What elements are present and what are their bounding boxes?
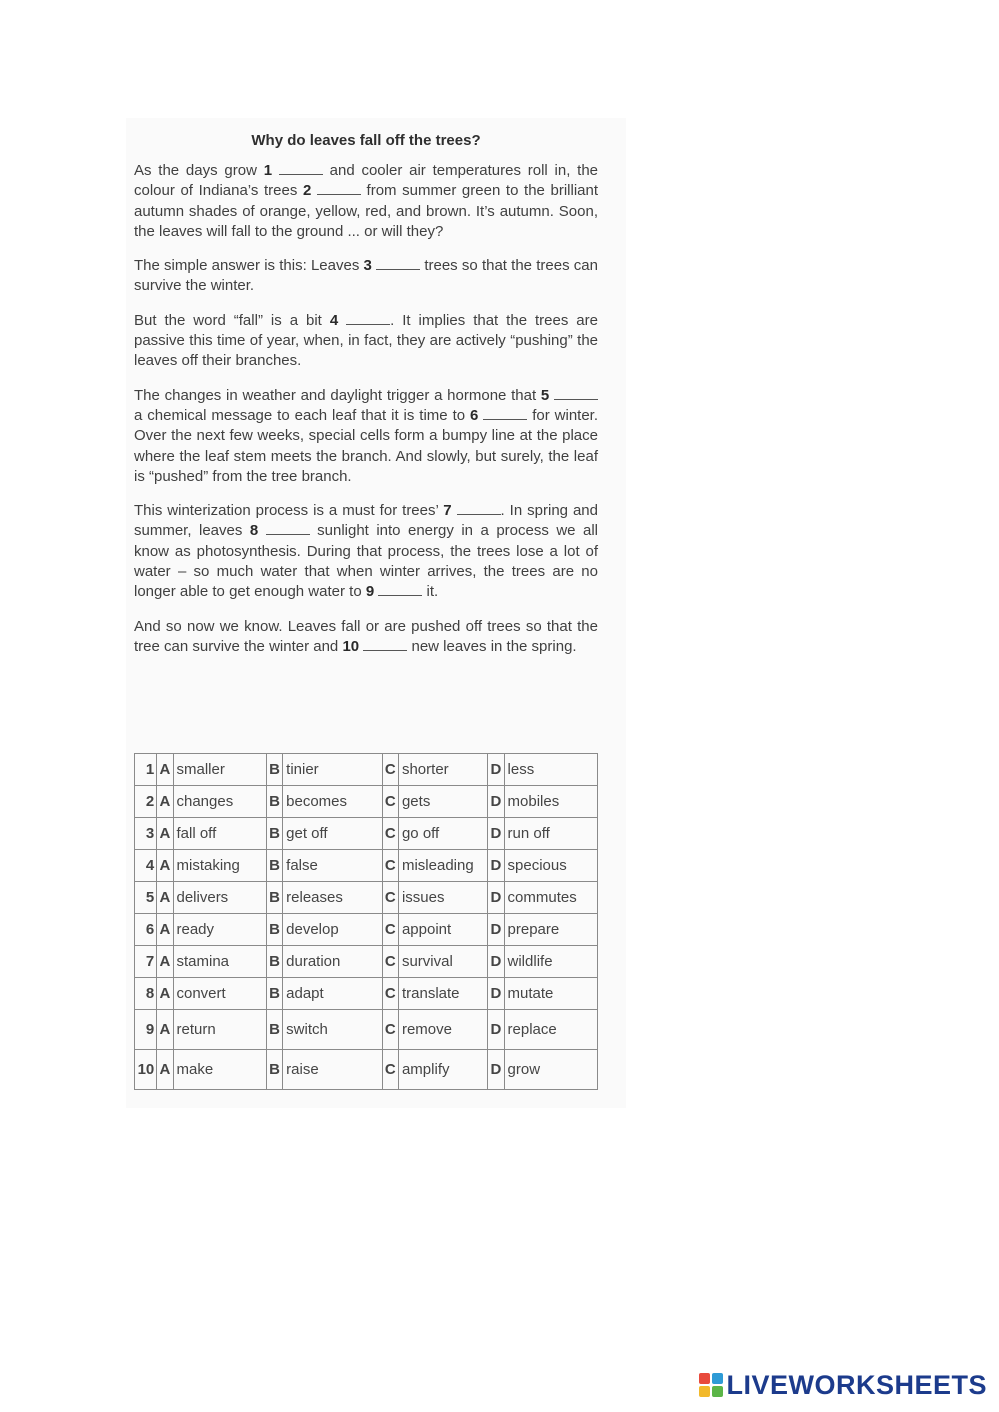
option-c[interactable]: remove <box>398 1010 487 1050</box>
gap-blank[interactable] <box>363 638 407 651</box>
option-d[interactable]: prepare <box>504 914 597 946</box>
option-letter-b: B <box>266 754 282 786</box>
option-letter-b: B <box>266 818 282 850</box>
passage-text: . It implies that the trees are passive this time of year, when, in fact, they are actively “pushing” the leaves off their branches. <box>134 311 598 370</box>
option-a[interactable]: fall off <box>173 818 266 850</box>
option-letter-c: C <box>382 882 398 914</box>
option-c[interactable]: misleading <box>398 850 487 882</box>
option-d[interactable]: wildlife <box>504 946 597 978</box>
option-letter-d: D <box>488 1050 504 1090</box>
option-row <box>135 1010 598 1050</box>
option-row <box>135 978 598 1010</box>
option-c[interactable]: go off <box>398 818 487 850</box>
passage-text: . In spring and summer, leaves <box>134 502 598 540</box>
gap-blank[interactable] <box>483 407 527 420</box>
option-b[interactable]: adapt <box>283 978 383 1010</box>
option-letter-d: D <box>488 1010 504 1050</box>
option-letter-a: A <box>157 978 173 1010</box>
option-b[interactable]: duration <box>283 946 383 978</box>
option-letter-a: A <box>157 818 173 850</box>
option-d[interactable]: less <box>504 754 597 786</box>
option-a[interactable]: stamina <box>173 946 266 978</box>
option-letter-a: A <box>157 754 173 786</box>
option-letter-a: A <box>157 1050 173 1090</box>
option-b[interactable]: becomes <box>283 786 383 818</box>
option-c[interactable]: translate <box>398 978 487 1010</box>
option-row <box>135 914 598 946</box>
option-letter-c: C <box>382 946 398 978</box>
liveworksheets-logo-icon <box>699 1373 723 1397</box>
option-b[interactable]: tinier <box>283 754 383 786</box>
option-d[interactable]: commutes <box>504 882 597 914</box>
option-row <box>135 754 598 786</box>
passage-text: And so now we know. Leaves fall or are pushed off trees so that the tree can survive the winter and <box>134 617 598 655</box>
option-d[interactable]: specious <box>504 850 597 882</box>
option-a[interactable]: make <box>173 1050 266 1090</box>
option-letter-c: C <box>382 1010 398 1050</box>
option-a[interactable]: delivers <box>173 882 266 914</box>
passage-text: The simple answer is this: Leaves <box>134 257 364 275</box>
gap-number: 9 <box>365 583 375 601</box>
option-letter-b: B <box>266 1050 282 1090</box>
gap-blank[interactable] <box>266 522 310 535</box>
passage-paragraph <box>134 256 598 297</box>
option-b[interactable]: releases <box>283 882 383 914</box>
option-a[interactable]: changes <box>173 786 266 818</box>
option-a[interactable]: mistaking <box>173 850 266 882</box>
option-letter-b: B <box>266 946 282 978</box>
question-number: 4 <box>135 850 157 882</box>
passage-text: As the days grow <box>134 162 264 179</box>
brand-name: LIVEWORKSHEETS <box>726 1369 987 1400</box>
option-d[interactable]: grow <box>504 1050 597 1090</box>
question-number: 10 <box>135 1050 157 1090</box>
option-letter-c: C <box>382 754 398 786</box>
option-row <box>135 1050 598 1090</box>
question-number: 8 <box>135 978 157 1010</box>
gap-number: 8 <box>249 522 259 540</box>
gap-number: 3 <box>363 257 372 275</box>
option-row <box>135 882 598 914</box>
gap-number: 7 <box>443 502 452 520</box>
gap-number: 4 <box>329 311 339 329</box>
option-letter-a: A <box>157 1010 173 1050</box>
question-number: 9 <box>135 1010 157 1050</box>
option-letter-d: D <box>488 882 504 914</box>
passage-text: trees so that the trees can survive the winter. <box>134 257 598 295</box>
option-c[interactable]: appoint <box>398 914 487 946</box>
question-number: 7 <box>135 946 157 978</box>
passage-paragraphs <box>134 161 598 657</box>
option-row <box>135 946 598 978</box>
gap-number: 2 <box>302 182 312 200</box>
gap-blank[interactable] <box>376 257 420 270</box>
passage-text: it. <box>422 583 439 601</box>
option-c[interactable]: amplify <box>398 1050 487 1090</box>
answer-options-table <box>134 753 598 1090</box>
option-a[interactable]: ready <box>173 914 266 946</box>
gap-blank[interactable] <box>346 312 390 325</box>
gap-blank[interactable] <box>457 502 501 515</box>
option-d[interactable]: mobiles <box>504 786 597 818</box>
option-b[interactable]: false <box>283 850 383 882</box>
option-letter-d: D <box>488 818 504 850</box>
gap-number: 6 <box>470 406 479 424</box>
passage-text: and cooler air temperatures roll in, the colour of Indiana’s trees <box>134 162 599 200</box>
passage-text: But the word “fall” is a bit <box>134 311 330 329</box>
worksheet-title: Why do leaves fall off the trees? <box>251 132 481 149</box>
option-c[interactable]: issues <box>398 882 487 914</box>
option-c[interactable]: survival <box>398 946 487 978</box>
gap-blank[interactable] <box>554 387 598 400</box>
option-letter-a: A <box>157 882 173 914</box>
option-d[interactable]: mutate <box>504 978 597 1010</box>
option-letter-b: B <box>266 850 282 882</box>
option-d[interactable]: replace <box>504 1010 597 1050</box>
question-number: 6 <box>135 914 157 946</box>
option-b[interactable]: get off <box>283 818 383 850</box>
passage-paragraph <box>134 161 598 242</box>
passage-text: new leaves in the spring. <box>407 637 577 655</box>
gap-blank[interactable] <box>279 162 323 175</box>
option-d[interactable]: run off <box>504 818 597 850</box>
option-letter-d: D <box>488 946 504 978</box>
option-letter-d: D <box>488 978 504 1010</box>
liveworksheets-brand <box>699 1369 987 1400</box>
option-row <box>135 850 598 882</box>
option-letter-c: C <box>382 850 398 882</box>
option-letter-a: A <box>157 914 173 946</box>
option-c[interactable]: shorter <box>398 754 487 786</box>
passage-text: This winterization process is a must for trees’ <box>134 502 444 520</box>
question-number: 5 <box>135 882 157 914</box>
passage-paragraph <box>134 617 598 658</box>
option-letter-c: C <box>382 1050 398 1090</box>
option-letter-b: B <box>266 914 282 946</box>
option-letter-a: A <box>157 946 173 978</box>
option-letter-b: B <box>266 786 282 818</box>
passage-paragraph <box>134 311 598 372</box>
option-letter-d: D <box>488 754 504 786</box>
gap-blank[interactable] <box>378 583 422 596</box>
option-a[interactable]: smaller <box>173 754 266 786</box>
question-number: 1 <box>135 754 157 786</box>
option-letter-b: B <box>266 978 282 1010</box>
question-number: 3 <box>135 818 157 850</box>
question-number: 2 <box>135 786 157 818</box>
option-letter-c: C <box>382 818 398 850</box>
option-letter-d: D <box>488 914 504 946</box>
option-letter-d: D <box>488 850 504 882</box>
option-b[interactable]: switch <box>283 1010 383 1050</box>
gap-number: 10 <box>342 637 360 655</box>
passage-paragraph <box>134 386 598 487</box>
option-letter-c: C <box>382 978 398 1010</box>
option-a[interactable]: return <box>173 1010 266 1050</box>
gap-blank[interactable] <box>317 182 361 195</box>
passage-text: from summer green to the brilliant autumn shades of orange, yellow, red, and brown. It’s autumn. Soon, the leaves will fall to the ground ... or will they? <box>134 182 599 240</box>
passage-text: for winter. Over the next few weeks, special cells form a bumpy line at the place where the leaf stem meets the branch. And slowly, but surely, the leaf is “pushed” from the tree branch. <box>134 406 599 485</box>
option-c[interactable]: gets <box>398 786 487 818</box>
option-letter-a: A <box>157 786 173 818</box>
option-b[interactable]: develop <box>283 914 383 946</box>
option-letter-d: D <box>488 786 504 818</box>
passage-text: sunlight into energy in a process we all know as photosynthesis. During that process, the trees lose a lot of water – so much water that when winter arrives, the trees are no longer able to get enough water to <box>134 522 598 601</box>
passage-text: The changes in weather and daylight trigger a hormone that <box>134 386 541 404</box>
option-b[interactable]: raise <box>283 1050 383 1090</box>
gap-number: 5 <box>540 386 550 404</box>
passage-paragraph <box>134 501 598 602</box>
option-letter-c: C <box>382 914 398 946</box>
passage-text: a chemical message to each leaf that it is time to <box>134 406 471 424</box>
reading-passage <box>134 128 598 671</box>
option-letter-b: B <box>266 1010 282 1050</box>
option-row <box>135 786 598 818</box>
option-letter-b: B <box>266 882 282 914</box>
option-letter-c: C <box>382 786 398 818</box>
gap-number: 1 <box>263 162 273 179</box>
option-a[interactable]: convert <box>173 978 266 1010</box>
option-row <box>135 818 598 850</box>
option-letter-a: A <box>157 850 173 882</box>
